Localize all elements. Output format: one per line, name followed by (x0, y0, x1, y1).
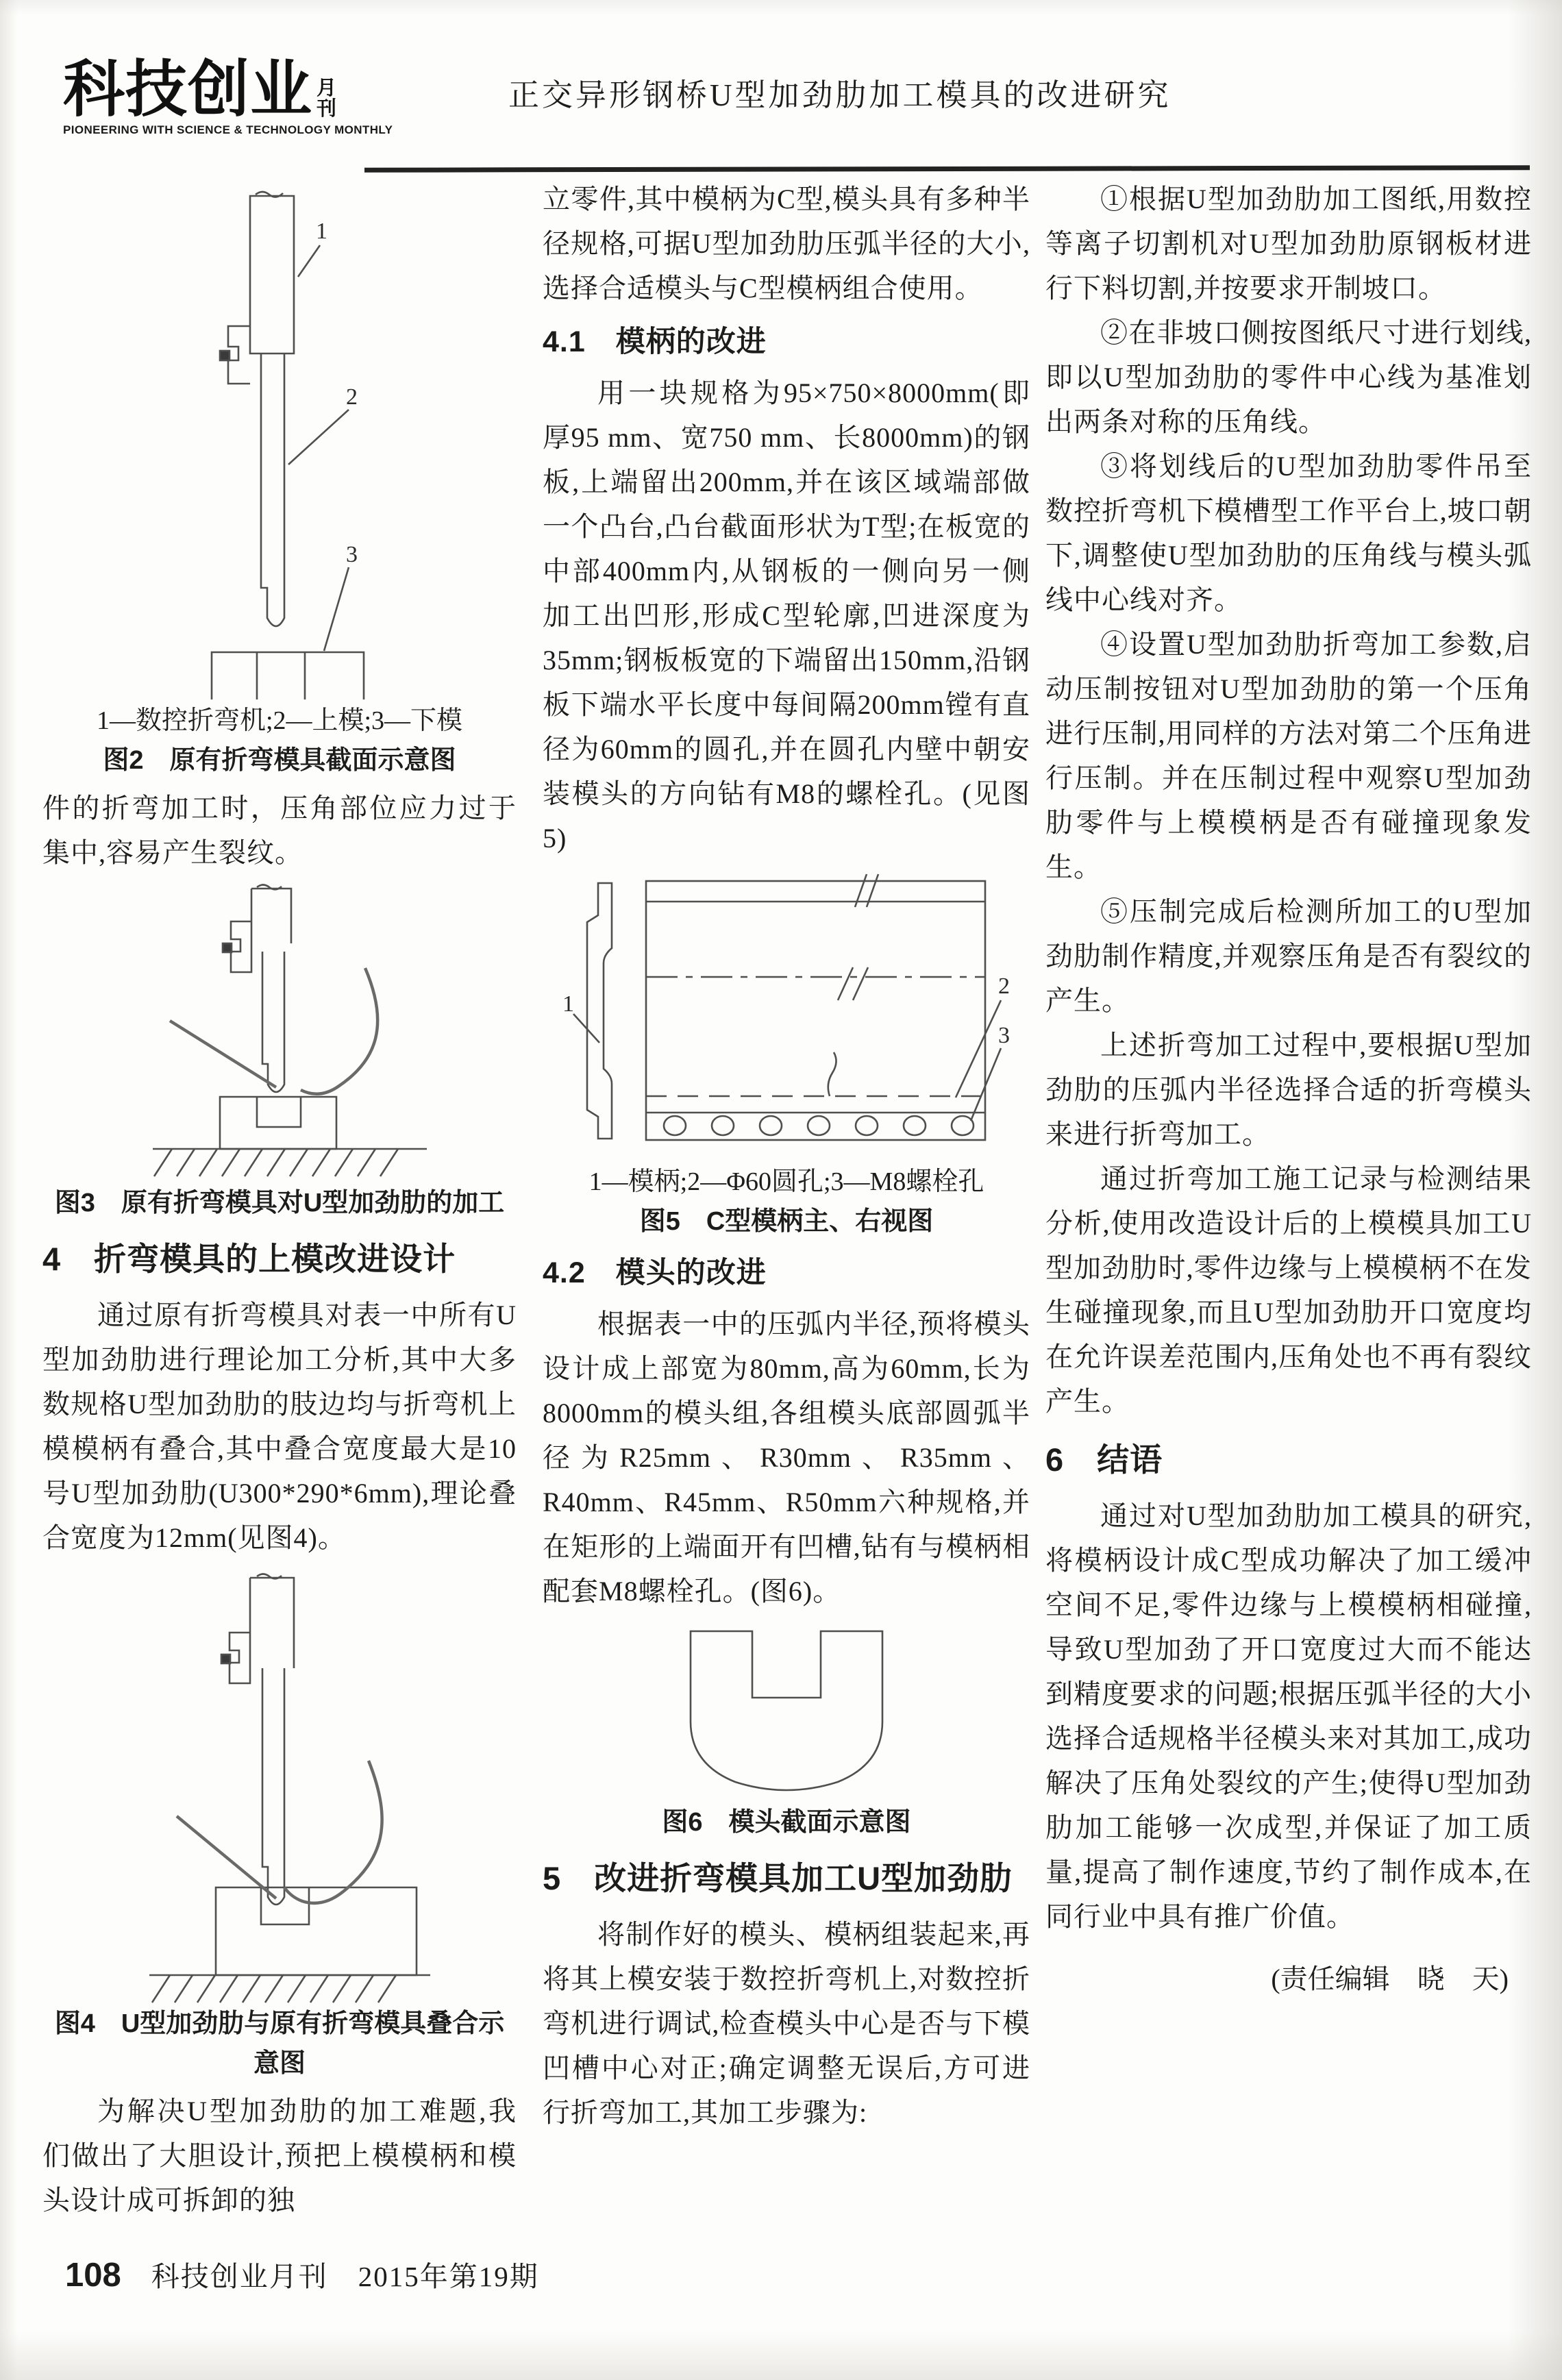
right-paragraph-result: 通过折弯加工施工记录与检测结果分析,使用改造设计后的上模模具加工U型加劲肋时,零件边缘与上模模柄不在发生碰撞现象,而且U型加劲肋开口宽度均在允许误差范围内,压角处也不再有裂纹产生。 (1045, 1163, 1532, 1417)
journal-logo-monthly (317, 78, 336, 119)
middle-paragraph-head: 根据表一中的压弧内半径,预将模头设计成上部宽为80mm,高为60mm,长为8000mm的模头组,各组模头底部圆弧半径为R25mm、R30mm、R35mm、R40mm、R45mm、R50mm六种规格,并在矩形的上端面开有凹槽,钻有与模柄相配套M8螺栓孔。(图6)。 (543, 1309, 1030, 1607)
figure-2 (42, 182, 517, 780)
figure-4 (42, 1565, 517, 2083)
left-paragraph-analysis: 通过原有折弯模具对表一中所有U型加劲肋进行理论加工分析,其中大多数规格U型加劲肋的肢边均与折弯机上模模柄有叠合,其中叠合宽度最大是10号U型加劲肋(U300*290*6mm),理论叠合宽度为12mm(见图4)。 (42, 1300, 517, 1553)
figure-5-label-2: 2 (998, 974, 1010, 999)
figure-5-legend: 1—模柄;2—Φ60圆孔;3—M8螺栓孔 (588, 1167, 984, 1196)
figure-2-drawing (43, 182, 516, 699)
middle-paragraph-assembly: 将制作好的模头、模柄组装起来,再将其上模安装于数控折弯机上,对数控折弯机进行调试,检查模头中心是否与下模凹槽中心对正;确定调整无误后,方可进行折弯加工,其加工步骤为: (543, 1919, 1030, 2128)
figure-2-label-3: 3 (346, 542, 358, 567)
header-rule (364, 165, 1530, 173)
figure-5-drawing (543, 866, 1030, 1161)
page-number: 108 (65, 2257, 121, 2294)
left-paragraph-continuation: 件的折弯加工时，压角部位应力过于集中,容易产生裂纹。 (42, 793, 517, 868)
right-step-4: ④设置U型加劲肋折弯加工参数,启动压制按钮对U型加劲肋的第一个压角进行压制,用同样的方法对第二个压角进行压制。并在压制过程中观察U型加劲肋零件与上模模柄是否有碰撞现象发生。 (1045, 629, 1532, 882)
article-title: 正交异形钢桥U型加劲肋加工模具的改进研究 (508, 78, 1172, 112)
figure-4-caption: 图4 U型加劲肋与原有折弯模具叠合示意图 (54, 2009, 505, 2078)
figure-3-drawing (43, 880, 516, 1183)
figure-6-caption: 图6 模头截面示意图 (662, 1808, 911, 1837)
figure-2-label-2: 2 (346, 384, 358, 410)
journal-logo-subtitle: PIONEERING WITH SCIENCE & TECHNOLOGY MONTHLY (63, 123, 393, 136)
page-footer (65, 2254, 539, 2294)
editor-note: (责任编辑 晓 天) (1271, 1963, 1509, 1994)
right-paragraph-conclusion: 通过对U型加劲肋加工模具的研究,将模柄设计成C型成功解决了加工缓冲空间不足,零件边缘与上模模柄相碰撞,导致U型加劲了开口宽度过大而不能达到精度要求的问题;根据压弧半径的大小选择合适规格半径模头来对其加工,成功解决了压角处裂纹的产生;使得U型加劲肋加工能够一次成型,并保证了加工质量,提高了制作速度,节约了制作成本,在同行业中具有推广价值。 (1045, 1500, 1532, 1932)
middle-paragraph-handle: 用一块规格为95×750×8000mm(即厚95 mm、宽750 mm、长8000mm)的钢板,上端留出200mm,并在该区域端部做一个凸台,凸台截面形状为T型;在板宽的中部400mm内,从钢板的一侧向另一侧加工出凹形,形成C型轮廓,凹进深度为35mm;钢板板宽的下端留出150mm,沿钢板下端水平长度中每间隔200mm镗有直径为60mm的圆孔,并在圆孔内壁中朝安装模头的方向钻有M8的螺栓孔。(见图5) (543, 377, 1030, 854)
figure-5 (543, 866, 1030, 1241)
figure-4-drawing (43, 1565, 516, 2004)
figure-5-label-3: 3 (998, 1023, 1010, 1048)
figure-2-caption: 图2 原有折弯模具截面示意图 (103, 746, 456, 775)
right-column (1045, 177, 1532, 2001)
figure-5-label-1: 1 (562, 991, 574, 1017)
figure-2-legend: 1—数控折弯机;2—上模;3—下模 (96, 706, 463, 735)
footer-issue: 2015年第19期 (358, 2261, 539, 2292)
figure-6-drawing (543, 1619, 1030, 1802)
right-step-1: ①根据U型加劲肋加工图纸,用数控等离子切割机对U型加劲肋原钢板材进行下料切割,并按要求开制坡口。 (1045, 184, 1532, 303)
journal-logo-text: 科技创业 (63, 55, 312, 124)
section-6-heading: 6 结语 (1045, 1441, 1163, 1478)
right-paragraph-select: 上述折弯加工过程中,要根据U型加劲肋的压弧内半径选择合适的折弯模头来进行折弯加工。 (1045, 1030, 1532, 1150)
figure-3-caption: 图3 原有折弯模具对U型加劲肋的加工 (54, 1189, 505, 1217)
journal-logo (63, 55, 393, 137)
footer-journal-name: 科技创业月刊 (151, 2261, 328, 2292)
figure-3 (42, 880, 517, 1223)
figure-6 (543, 1619, 1030, 1842)
middle-paragraph-continuation: 立零件,其中模柄为C型,模头具有多种半径规格,可据U型加劲肋压弧半径的大小,选择合适模头与C型模柄组合使用。 (543, 184, 1030, 303)
section-5-heading: 5 改进折弯模具加工U型加劲肋 (543, 1860, 1013, 1896)
journal-logo-monthly-top: 月 (317, 77, 337, 99)
middle-column (543, 177, 1030, 2135)
left-paragraph-solution: 为解决U型加劲肋的加工难题,我们做出了大胆设计,预把上模模柄和模头设计成可拆卸的独 (42, 2096, 517, 2216)
left-column (42, 177, 517, 2222)
right-step-3: ③将划线后的U型加劲肋零件吊至数控折弯机下模槽型工作平台上,坡口朝下,调整使U型加劲肋的压角线与模头弧线中心线对齐。 (1045, 451, 1532, 615)
journal-logo-monthly-bottom: 刊 (317, 98, 337, 120)
section-42-heading: 4.2 模头的改进 (543, 1256, 767, 1289)
figure-5-caption: 图5 C型模柄主、右视图 (639, 1207, 934, 1236)
right-step-5: ⑤压制完成后检测所加工的U型加劲肋制作精度,并观察压角是否有裂纹的产生。 (1045, 896, 1532, 1016)
right-step-2: ②在非坡口侧按图纸尺寸进行划线,即以U型加劲肋的零件中心线为基准划出两条对称的压角线。 (1045, 317, 1532, 437)
section-41-heading: 4.1 模柄的改进 (543, 325, 767, 358)
section-4-heading: 4 折弯模具的上模改进设计 (42, 1241, 456, 1277)
figure-2-label-1: 1 (316, 219, 327, 244)
